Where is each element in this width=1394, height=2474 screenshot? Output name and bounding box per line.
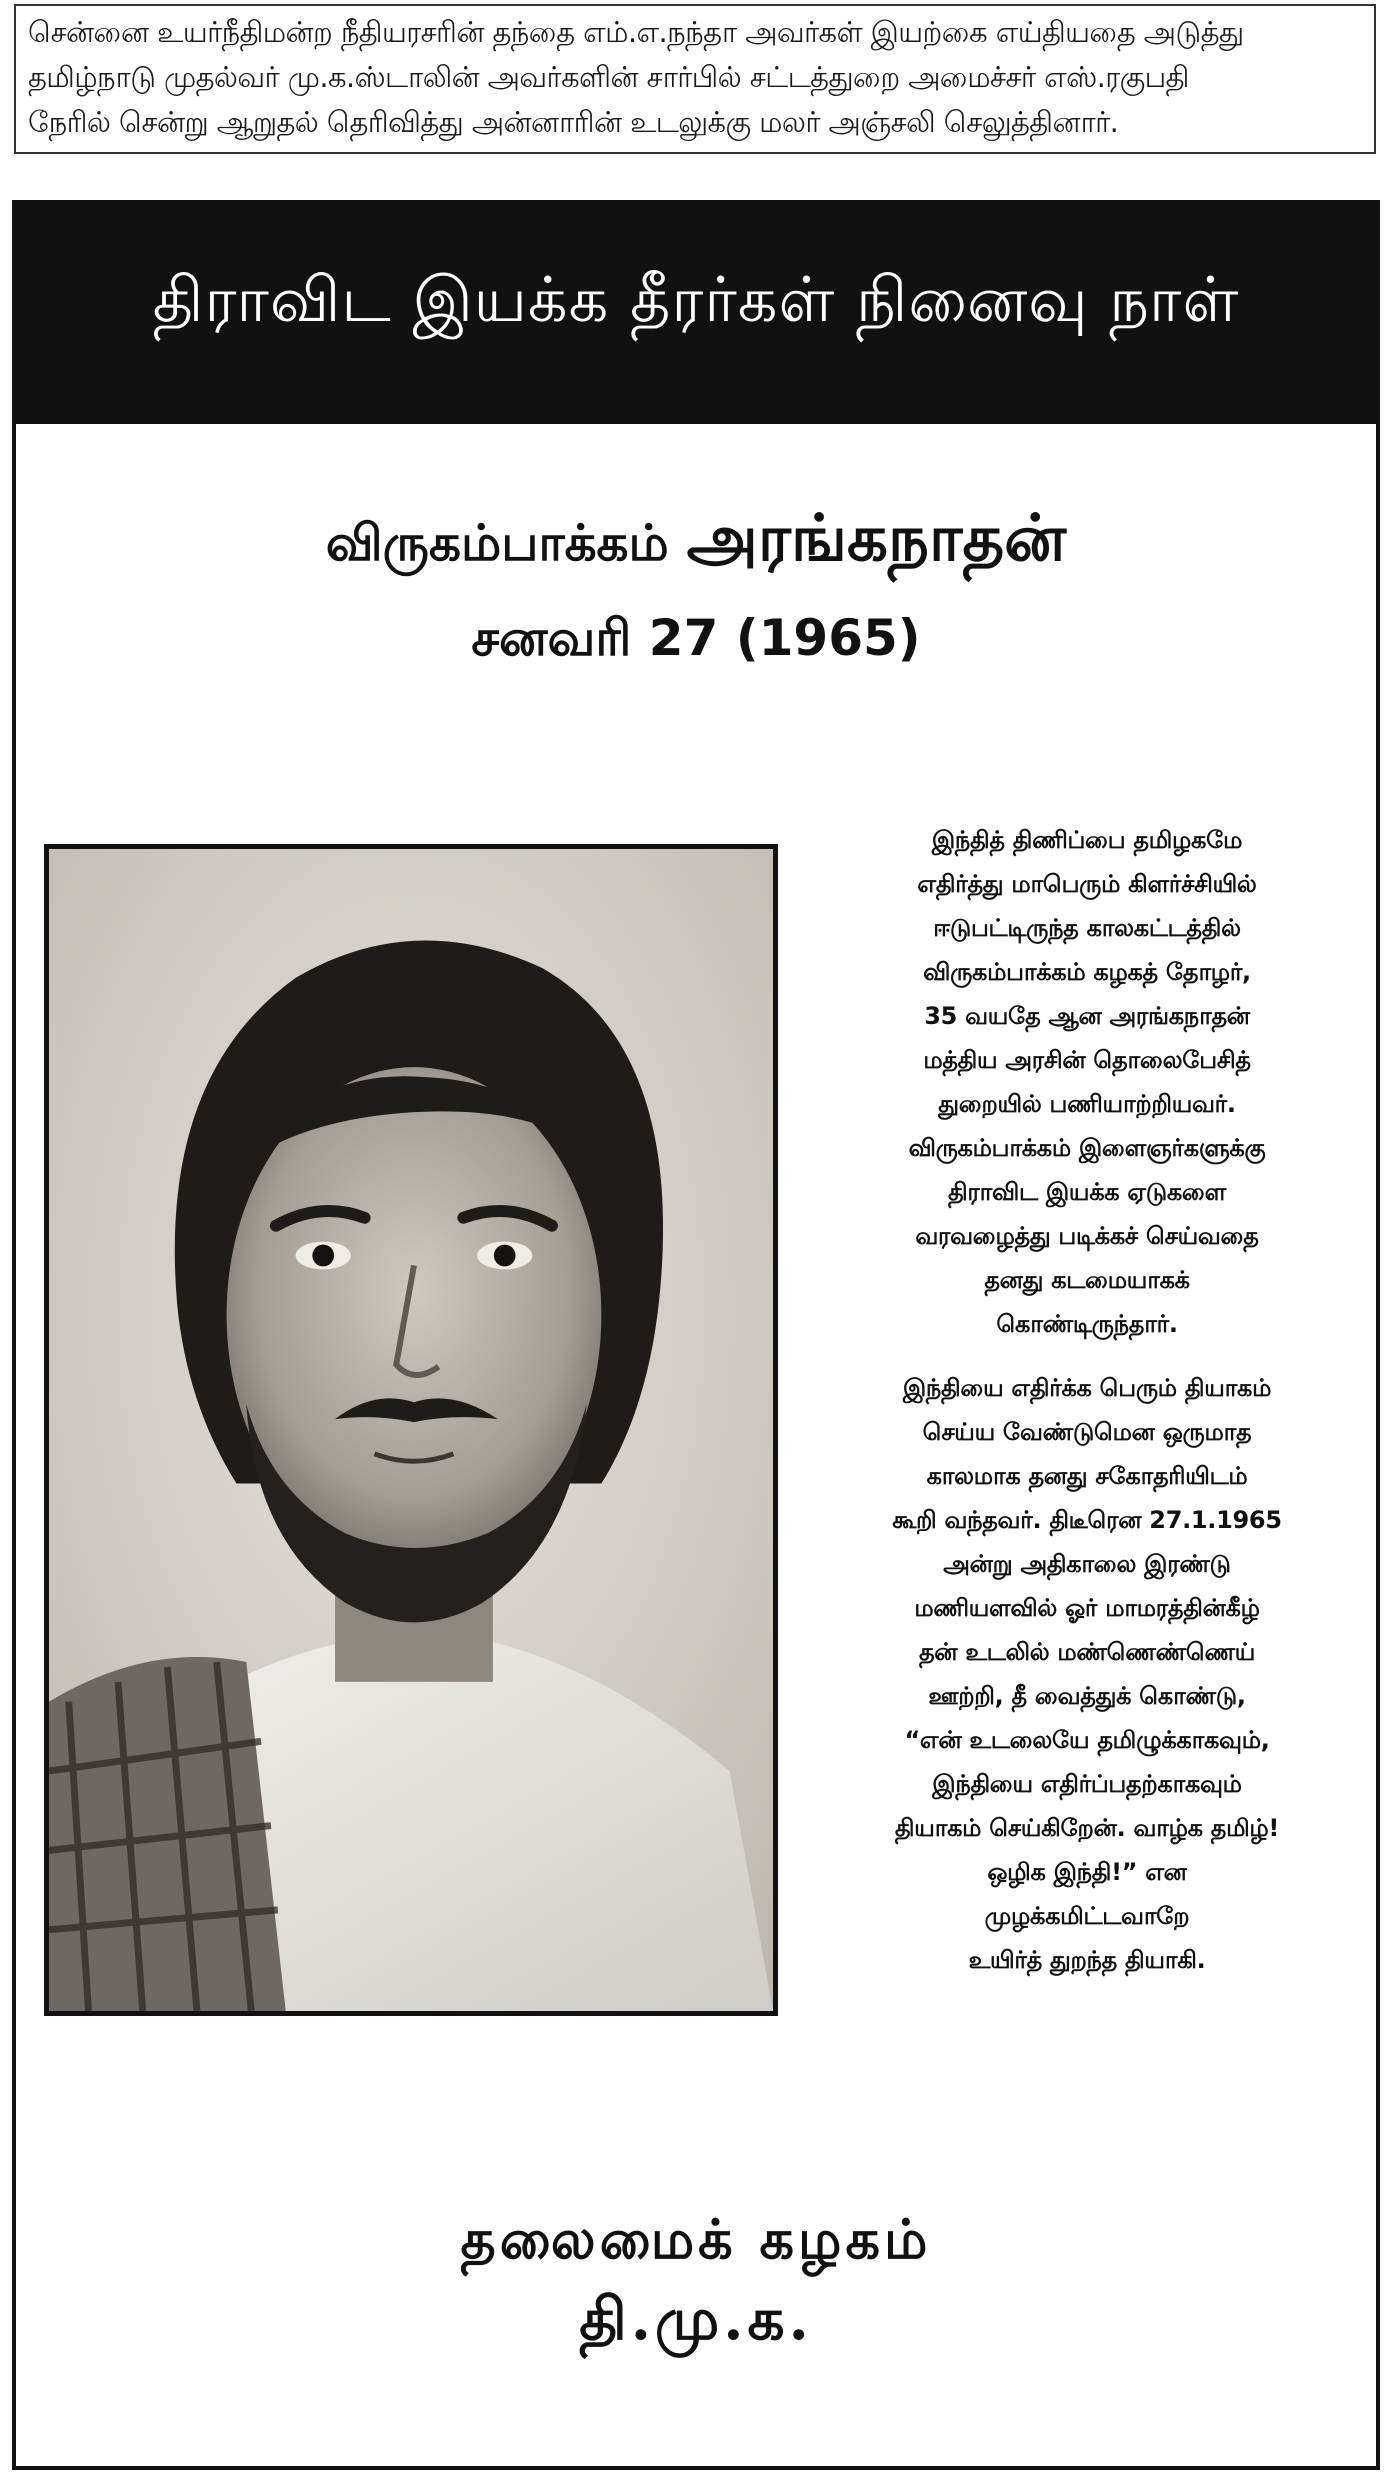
story-text [792,818,1380,1982]
story-line: ஊற்றி, தீ வைத்துக் கொண்டு, [928,1682,1246,1710]
signature-party: தி.மு.க. [579,2285,813,2353]
signature-block [16,2199,1376,2359]
memorial-panel [12,200,1380,2470]
paragraph-gap [792,1346,1380,1366]
portrait-photo [44,844,778,2016]
story-line: விருகம்பாக்கம் கழகத் தோழர், [923,958,1251,986]
story-line: காலமாக தனது சகோதரியிடம் [926,1462,1248,1490]
honoree-date: சனவரி 27 (1965) [471,609,921,667]
story-paragraph-1 [792,818,1380,1346]
news-line-2: தமிழ்நாடு முதல்வர் மு.க.ஸ்டாலின் அவர்களின் சார்பில் சட்டத்துறை அமைச்சர் எஸ்.ரகுபதி [28,60,1189,94]
story-line: இந்தித் திணிப்பை தமிழகமே [931,826,1243,854]
story-line: அன்று அதிகாலை இரண்டு [943,1550,1231,1578]
story-line: உயிர்த் துறந்த தியாகி. [968,1946,1206,1974]
news-line-3: நேரில் சென்று ஆறுதல் தெரிவித்து அன்னாரின் உடலுக்கு மலர் அஞ்சலி செலுத்தினார். [28,105,1119,139]
story-line: தனது கடமையாகக் [984,1266,1190,1294]
honoree-place: விருகம்பாக்கம் [325,514,669,572]
memorial-header [16,204,1376,424]
story-line: துறையில் பணியாற்றியவர். [938,1090,1236,1118]
story-line: இந்தியை எதிர்க்க பெரும் தியாகம் [902,1374,1272,1402]
story-line: கூறி வந்தவர். திடீரென 27.1.1965 [892,1506,1282,1534]
story-line: முழக்கமிட்டவாறே [984,1902,1190,1930]
honoree-name: அரங்கநாதன் [686,502,1067,576]
story-line: வரவழைத்து படிக்கச் செய்வதை [915,1222,1259,1250]
story-line: மத்திய அரசின் தொலைபேசித் [923,1046,1251,1074]
story-line: மணியளவில் ஓர் மாமரத்தின்கீழ் [914,1594,1260,1622]
story-line: விருகம்பாக்கம் இளைஞர்களுக்கு [908,1134,1266,1162]
story-line: ஈடுபட்டிருந்த காலகட்டத்தில் [933,914,1241,942]
header-title: திராவிட இயக்க தீரர்கள் நினைவு நாள் [152,263,1240,336]
honoree-heading [16,502,1376,584]
story-line: இந்தியை எதிர்ப்பதற்காகவும் [932,1770,1242,1798]
story-line: ஒழிக இந்தி!” என [987,1858,1187,1886]
story-line: 35 வயதே ஆன அரங்கநாதன் [924,1002,1250,1030]
news-snippet [14,4,1376,154]
story-line: செய்ய வேண்டுமென ஒருமாத [922,1418,1252,1446]
story-line: “என் உடலையே தமிழுக்காகவும், [904,1726,1270,1754]
portrait-icon [49,849,773,2011]
story-paragraph-2 [792,1366,1380,1982]
story-line: எதிர்த்து மாபெரும் கிளர்ச்சியில் [917,870,1257,898]
story-line: தன் உடலில் மண்ணெண்ணெய் [918,1638,1256,1666]
signature-org: தலைமைக் கழகம் [460,2207,932,2271]
story-line: கொண்டிருந்தார். [996,1310,1178,1338]
news-line-1: சென்னை உயர்நீதிமன்ற நீதியரசரின் தந்தை எம்.எ.நந்தா அவர்கள் இயற்கை எய்தியதை அடுத்து [28,15,1244,49]
story-line: தியாகம் செய்கிறேன். வாழ்க தமிழ்! [894,1814,1280,1842]
story-line: திராவிட இயக்க ஏடுகளை [948,1178,1226,1206]
